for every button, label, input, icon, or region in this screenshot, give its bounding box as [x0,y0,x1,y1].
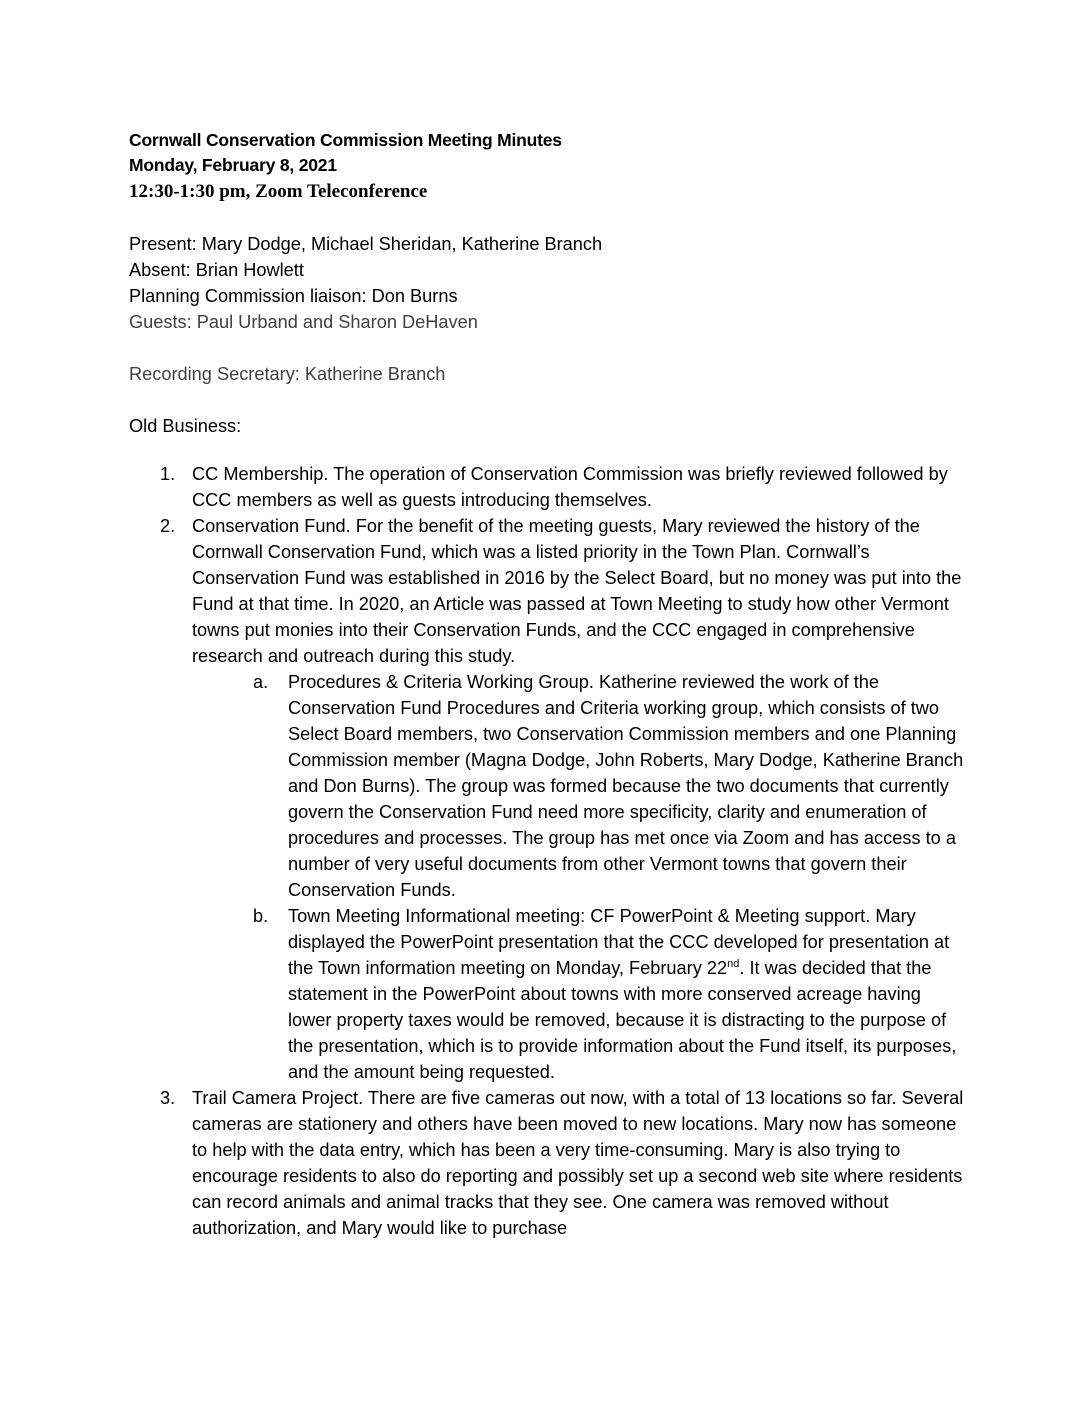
document-title: Cornwall Conservation Commission Meeting Minutes [129,130,562,150]
sub-item-text: Procedures & Criteria Working Group. Katherine reviewed the work of the Conservation Fund Procedures and Criteria working group, which consists of two Select Board members, two Conservation Commission members and one Planning Commission member (Magna Dodge, John Roberts, Mary Dodge, Katherine Branch and Don Burns). The group was formed because the two documents that currently govern the Conservation Fund need more specificity, clarity and enumeration of procedures and processes. The group has met once via Zoom and has access to a number of very useful documents from other Vermont towns that govern their Conservation Funds. [288,672,964,900]
item-text: Conservation Fund. For the benefit of the meeting guests, Mary reviewed the history of the Cornwall Conservation Fund, which was a listed priority in the Town Plan. Cornwall’s Conservation Fund was established in 2016 by the Select Board, but no money was put into the Fund at that time. In 2020, an Article was passed at Town Meeting to study how other Vermont towns put monies into their Conservation Funds, and the CCC engaged in comprehensive research and outreach during this study. [192,516,962,666]
old-business-heading: Old Business: [129,416,242,436]
ordinal-suffix: nd [727,958,740,970]
item-text: Trail Camera Project. There are five cameras out now, with a total of 13 locations so far. Several cameras are stationery and others have been moved to new locations. Mary now has someone to help with the data entry, which has been a very time-consuming. Mary is also trying to encourage residents to also do reporting and possibly set up a second web site where residents can record animals and animal tracks that they see. One camera was removed without authorization, and Mary would like to purchase [192,1088,964,1238]
sub-item-text-after: . It was decided that the statement in the PowerPoint about towns with more conserved acreage having lower property taxes would be removed, because it is distracting to the purpose of the presentation, which is to provide information about the Fund itself, its purposes, and the amount being requested. [288,958,957,1082]
liaison-line: Planning Commission liaison: Don Burns [129,286,458,306]
guests-line: Guests: Paul Urband and Sharon DeHaven [129,312,478,332]
sub-list [192,669,969,1085]
list-item [129,1085,969,1241]
sub-item-letter: a. [253,672,269,692]
item-number: 1. [160,464,176,484]
list-item [129,513,969,1085]
list-item [129,461,969,513]
item-text: CC Membership. The operation of Conservation Commission was briefly reviewed followed by CCC members as well as guests introducing themselves. [192,464,948,510]
meeting-date: Monday, February 8, 2021 [129,155,337,175]
absent-line: Absent: Brian Howlett [129,260,304,280]
minutes-content [129,128,969,1241]
attendance-block [129,231,969,335]
document-header [129,128,969,205]
meeting-time-place: 12:30-1:30 pm, Zoom Teleconference [129,181,428,202]
sub-list-item [192,903,969,1085]
recording-secretary: Recording Secretary: Katherine Branch [129,364,446,384]
sub-item-letter: b. [253,906,269,926]
item-number: 3. [160,1088,176,1108]
present-line: Present: Mary Dodge, Michael Sheridan, Katherine Branch [129,234,603,254]
old-business-list [129,461,969,1241]
sub-item-text-before: Town Meeting Informational meeting: CF PowerPoint & Meeting support. Mary displayed the PowerPoint presentation that the CCC developed for presentation at the Town information meeting on Monday, February 22 [288,906,950,978]
sub-list-item [192,669,969,903]
item-number: 2. [160,516,176,536]
